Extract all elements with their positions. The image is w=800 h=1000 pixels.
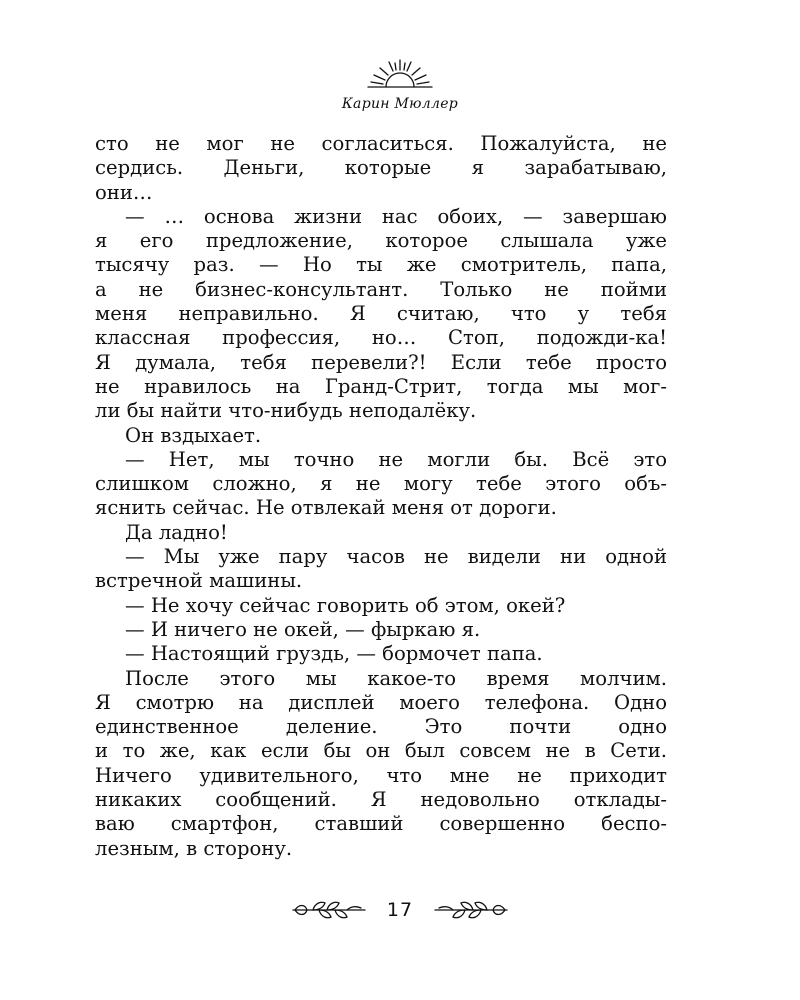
text-line: сто не мог не согласиться. Пожалуйста, не [95, 132, 667, 155]
left-leaf-ornament-icon [291, 899, 367, 921]
author-name: Карин Мюллер [341, 96, 459, 112]
text-line: Он вздыхает. [125, 423, 262, 447]
text-line: — … основа жизни нас обоих, — завершаю [125, 204, 667, 228]
page-number: 17 [386, 899, 414, 921]
text-line: Я смотрю на дисплей моего телефона. Одно [95, 690, 667, 714]
text-line: Я думала, тебя перевели?! Если тебе просто [95, 350, 667, 374]
text-line: не нравилось на Гранд-Стрит, тогда мы мог- [95, 374, 667, 398]
text-line: меня неправильно. Я считаю, что у тебя [95, 302, 667, 326]
page-footer [0, 895, 800, 925]
text-line: никаких сообщений. Я недовольно отклады- [95, 788, 667, 812]
text-line: тысячу раз. — Но ты же смотритель, папа, [95, 253, 667, 277]
text-line: — Нет, мы точно не могли бы. Всё это [125, 447, 667, 471]
text-line: ли бы найти что-нибудь неподалёку. [95, 399, 477, 423]
text-line: классная профессия, но… Стоп, подожди-ка! [95, 326, 667, 350]
body-text [95, 132, 667, 861]
text-line: — Мы уже пару часов не видели ни одной [125, 545, 667, 569]
text-line: Ничего удивительного, что мне не приходит [95, 763, 667, 787]
text-line: слишком сложно, я не могу тебе этого объ- [95, 472, 667, 496]
text-line: сердись. Деньги, которые я зарабатываю, [95, 156, 667, 180]
text-line: встречной машины. [95, 569, 303, 593]
text-line: единственное деление. Это почти одно [95, 715, 667, 739]
text-line: и то же, как если бы он был совсем не в Сети. [95, 739, 667, 763]
sunrise-icon [364, 58, 436, 90]
text-line: — Не хочу сейчас говорить об этом, окей? [125, 593, 566, 617]
text-line: они… [95, 180, 153, 204]
running-header [0, 58, 800, 112]
text-line: После этого мы какое-то время молчим. [125, 666, 667, 690]
text-line: Да ладно! [125, 520, 228, 544]
text-line: я его предложение, которое слышала уже [95, 229, 667, 253]
text-line: — Настоящий груздь, — бормочет папа. [125, 642, 543, 666]
text-line: яснить сейчас. Не отвлекай меня от дороги. [95, 496, 557, 520]
right-leaf-ornament-icon [433, 899, 509, 921]
text-line: лезным, в сторону. [95, 836, 293, 860]
text-line: ваю смартфон, ставший совершенно беспо- [95, 812, 667, 836]
text-line: а не бизнес-консультант. Только не пойми [95, 277, 667, 301]
text-line: — И ничего не окей, — фыркаю я. [125, 617, 481, 641]
